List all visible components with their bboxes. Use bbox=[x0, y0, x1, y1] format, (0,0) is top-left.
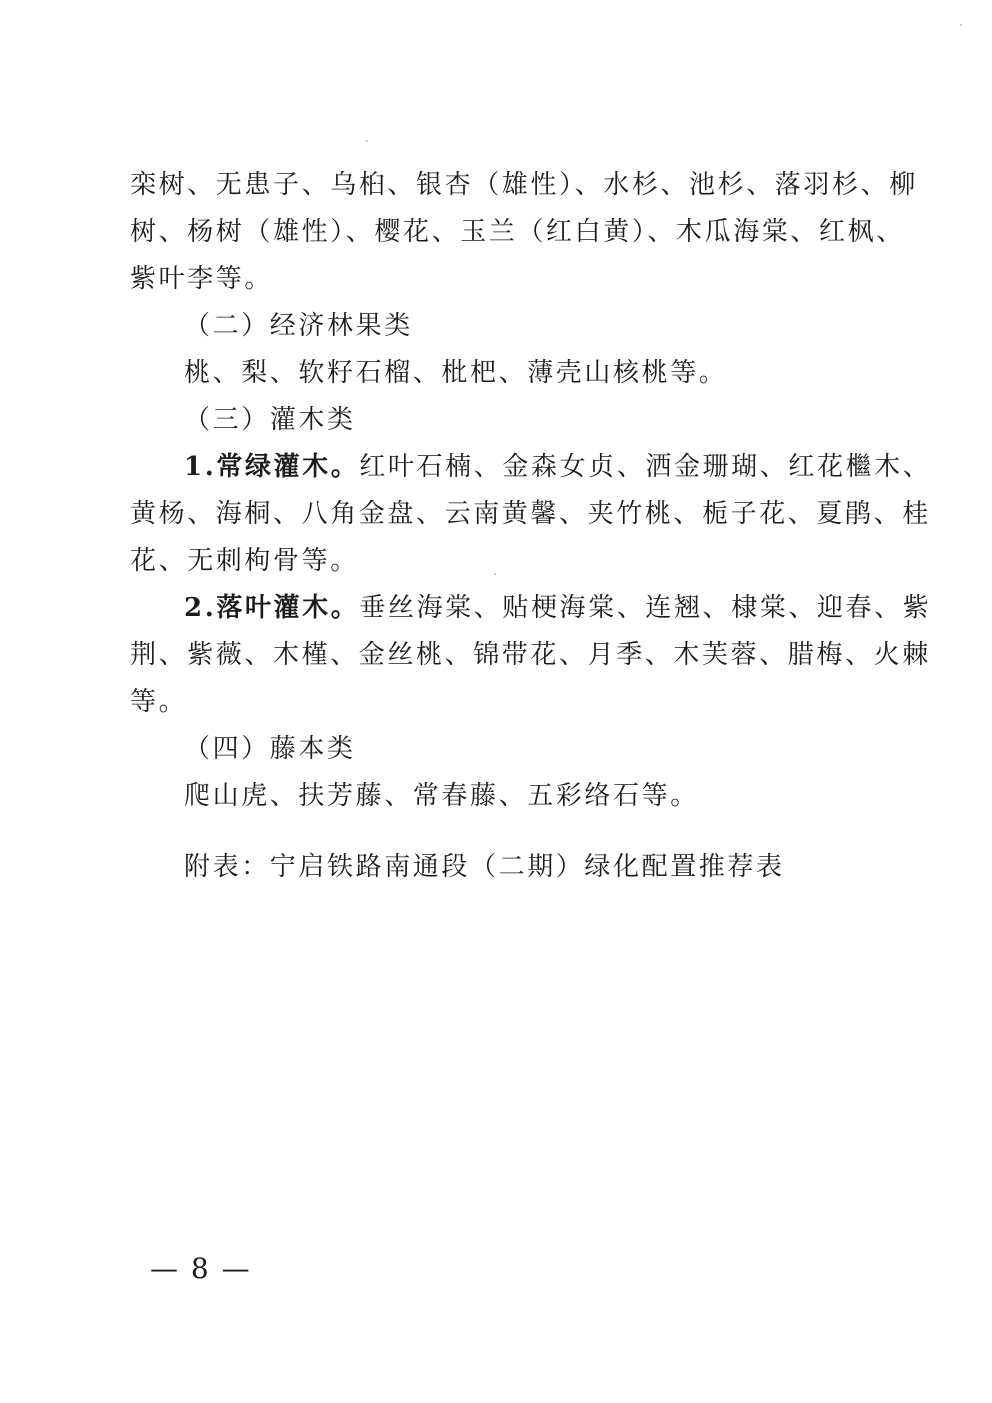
section-heading-economic: （二）经济林果类 bbox=[184, 311, 413, 341]
evergreen-text: 红叶石楠、金森女贞、洒金珊瑚、红花檵木、 bbox=[359, 452, 932, 482]
text-line: 栾树、无患子、乌桕、银杏（雄性）、水杉、池杉、落羽杉、柳 bbox=[130, 170, 918, 200]
scan-speck bbox=[960, 24, 962, 26]
evergreen-paragraph-start bbox=[130, 444, 932, 491]
document-body bbox=[130, 162, 932, 891]
page-number: — 8 — bbox=[150, 1252, 252, 1285]
vine-body: 爬山虎、扶芳藤、常春藤、五彩络石等。 bbox=[184, 781, 699, 811]
text-line: 黄杨、海桐、八角金盘、云南黄馨、夹竹桃、栀子花、夏鹃、桂 bbox=[130, 499, 931, 529]
scan-speck bbox=[494, 573, 496, 575]
text-line: 花、无刺枸骨等。 bbox=[130, 546, 359, 576]
text-line: 紫叶李等。 bbox=[130, 264, 274, 294]
spacer bbox=[130, 820, 870, 844]
section-heading-shrub: （三）灌木类 bbox=[184, 405, 356, 435]
economic-body: 桃、梨、软籽石榴、枇杷、薄壳山核桃等。 bbox=[184, 358, 728, 388]
deciduous-paragraph-start bbox=[130, 585, 932, 632]
deciduous-text: 垂丝海棠、贴梗海棠、连翘、棣棠、迎春、紫 bbox=[359, 593, 932, 623]
text-line: 荆、紫薇、木槿、金丝桃、锦带花、月季、木芙蓉、腊梅、火棘 bbox=[130, 640, 931, 670]
text-line: 树、杨树（雄性）、樱花、玉兰（红白黄）、木瓜海棠、红枫、 bbox=[130, 217, 905, 247]
evergreen-label: 1.常绿灌木。 bbox=[184, 452, 360, 482]
appendix-note: 附表：宁启铁路南通段（二期）绿化配置推荐表 bbox=[184, 852, 785, 882]
section-heading-vine: （四）藤本类 bbox=[184, 734, 356, 764]
text-line: 等。 bbox=[130, 687, 188, 717]
scan-speck bbox=[366, 140, 368, 142]
deciduous-label: 2.落叶灌木。 bbox=[184, 593, 360, 623]
